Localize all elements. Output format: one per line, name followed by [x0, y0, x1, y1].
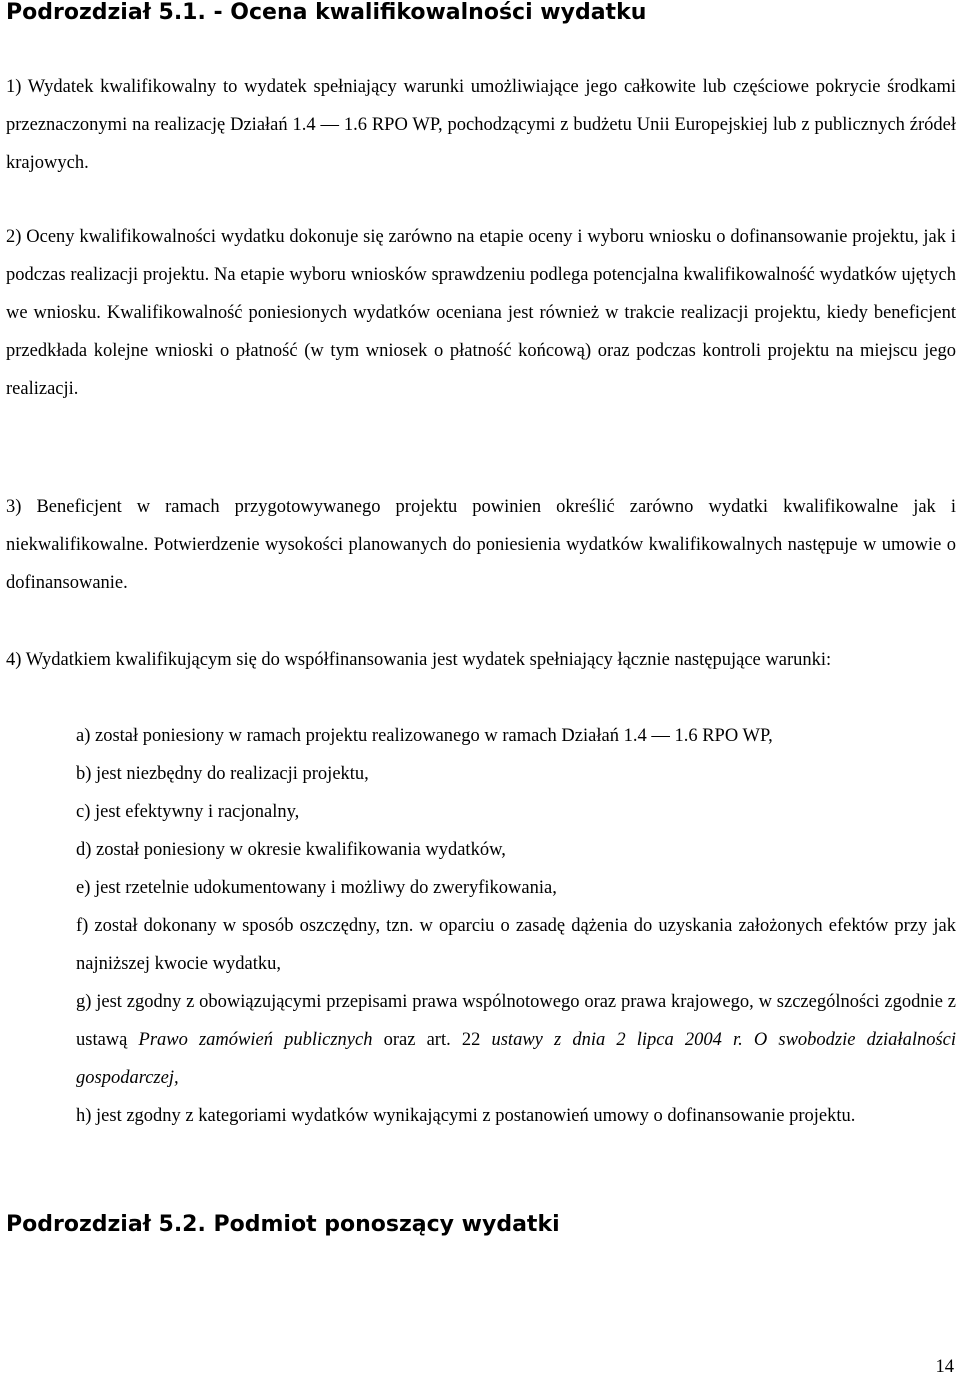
section-heading-5-2: Podrozdział 5.2. Podmiot ponoszący wydatki — [6, 1212, 560, 1237]
condition-b: b) jest niezbędny do realizacji projektu, — [76, 764, 369, 784]
condition-g-law-title: Prawo zamówień publicznych — [138, 1030, 373, 1050]
condition-c: c) jest efektywny i racjonalny, — [76, 802, 300, 822]
condition-h: h) jest zgodny z kategoriami wydatków wynikającymi z postanowień umowy o dofinansowanie projektu. — [76, 1106, 856, 1126]
condition-a: a) został poniesiony w ramach projektu realizowanego w ramach Działań 1.4 — 1.6 RPO WP, — [76, 726, 773, 746]
paragraph-3: 3) Beneficjent w ramach przygotowywanego projektu powinien określić zarówno wydatki kwalifikowalne jak i niekwalifikowalne. Potwierdzenie wysokości planowanych do poniesienia wydatków kwalifikowalnych następuje w umowie o dofinansowanie. — [6, 497, 956, 593]
paragraph-4: 4) Wydatkiem kwalifikującym się do współfinansowania jest wydatek spełniający łącznie następujące warunki: — [6, 650, 832, 670]
condition-e: e) jest rzetelnie udokumentowany i możliwy do zweryfikowania, — [76, 878, 557, 898]
section-heading-5-1: Podrozdział 5.1. - Ocena kwalifikowalności wydatku — [6, 0, 647, 25]
condition-d: d) został poniesiony w okresie kwalifikowania wydatków, — [76, 840, 506, 860]
paragraph-1: 1) Wydatek kwalifikowalny to wydatek spełniający warunki umożliwiające jego całkowite lub częściowe pokrycie środkami przeznaczonymi na realizację Działań 1.4 — 1.6 RPO WP, pochodzącymi z budżetu Unii Europejskiej lub z publicznych źródeł krajowych. — [6, 77, 956, 173]
condition-g-text-2: oraz art. 22 — [372, 1030, 492, 1050]
paragraph-2: 2) Oceny kwalifikowalności wydatku dokonuje się zarówno na etapie oceny i wyboru wniosku o dofinansowanie projektu, jak i podczas realizacji projektu. Na etapie wyboru wniosków sprawdzeniu podlega potencjalna kwalifikowalność wydatków ujętych we wniosku. Kwalifikowalność poniesionych wydatków oceniana jest również w trakcie realizacji projektu, kiedy beneficjent przedkłada kolejne wnioski o płatność (w tym wniosek o płatność końcową) oraz podczas kontroli projektu na miejscu jego realizacji. — [6, 227, 956, 399]
condition-f: f) został dokonany w sposób oszczędny, tzn. w oparciu o zasadę dążenia do uzyskania założonych efektów przy jak najniższej kwocie wydatku, — [76, 916, 956, 974]
page-number: 14 — [935, 1357, 954, 1377]
condition-g-text-1: g) jest zgodny z obowiązującymi przepisami prawa wspólnotowego oraz prawa krajowego, w szczególności zgodnie z ustawą — [76, 992, 956, 1050]
condition-g — [76, 983, 956, 1097]
condition-g-act-title: ustawy z dnia 2 lipca 2004 r. O swobodzie działalności gospodarczej, — [76, 1030, 957, 1088]
conditions-list — [76, 717, 956, 1135]
